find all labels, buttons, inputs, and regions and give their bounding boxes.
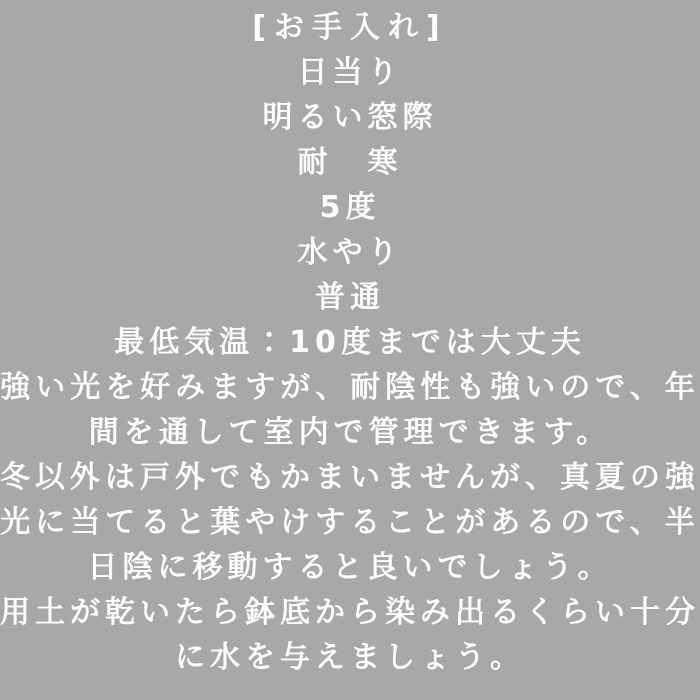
care-sheet-title: [お手入れ] [252, 10, 448, 45]
care-note-line: 強い光を好みますが、耐陰性も強いので、年 [0, 370, 700, 405]
care-note-line: 日陰に移動すると良いでしょう。 [87, 550, 613, 585]
care-line-watering-value: 普通 [315, 280, 385, 315]
care-line-hardiness-label: 耐 寒 [297, 145, 403, 180]
care-note-line: 用土が乾いたら鉢底から染み出るくらい十分 [0, 595, 700, 630]
care-note-line: に水を与えましょう。 [175, 640, 525, 675]
care-note-line: 間を通して室内で管理できます。 [88, 415, 612, 450]
care-note-line: 冬以外は戸外でもかまいませんが、真夏の強 [0, 460, 700, 495]
care-note-line: 光に当てると葉やけすることがあるので、半 [0, 505, 700, 540]
care-line-hardiness-value: 5度 [319, 190, 381, 225]
care-line-sunlight-label: 日当り [297, 55, 403, 90]
care-line-watering-label: 水やり [297, 235, 403, 270]
care-line-sunlight-value: 明るい窓際 [262, 100, 438, 135]
care-line-min-temp: 最低気温：10度までは大丈夫 [114, 325, 586, 360]
